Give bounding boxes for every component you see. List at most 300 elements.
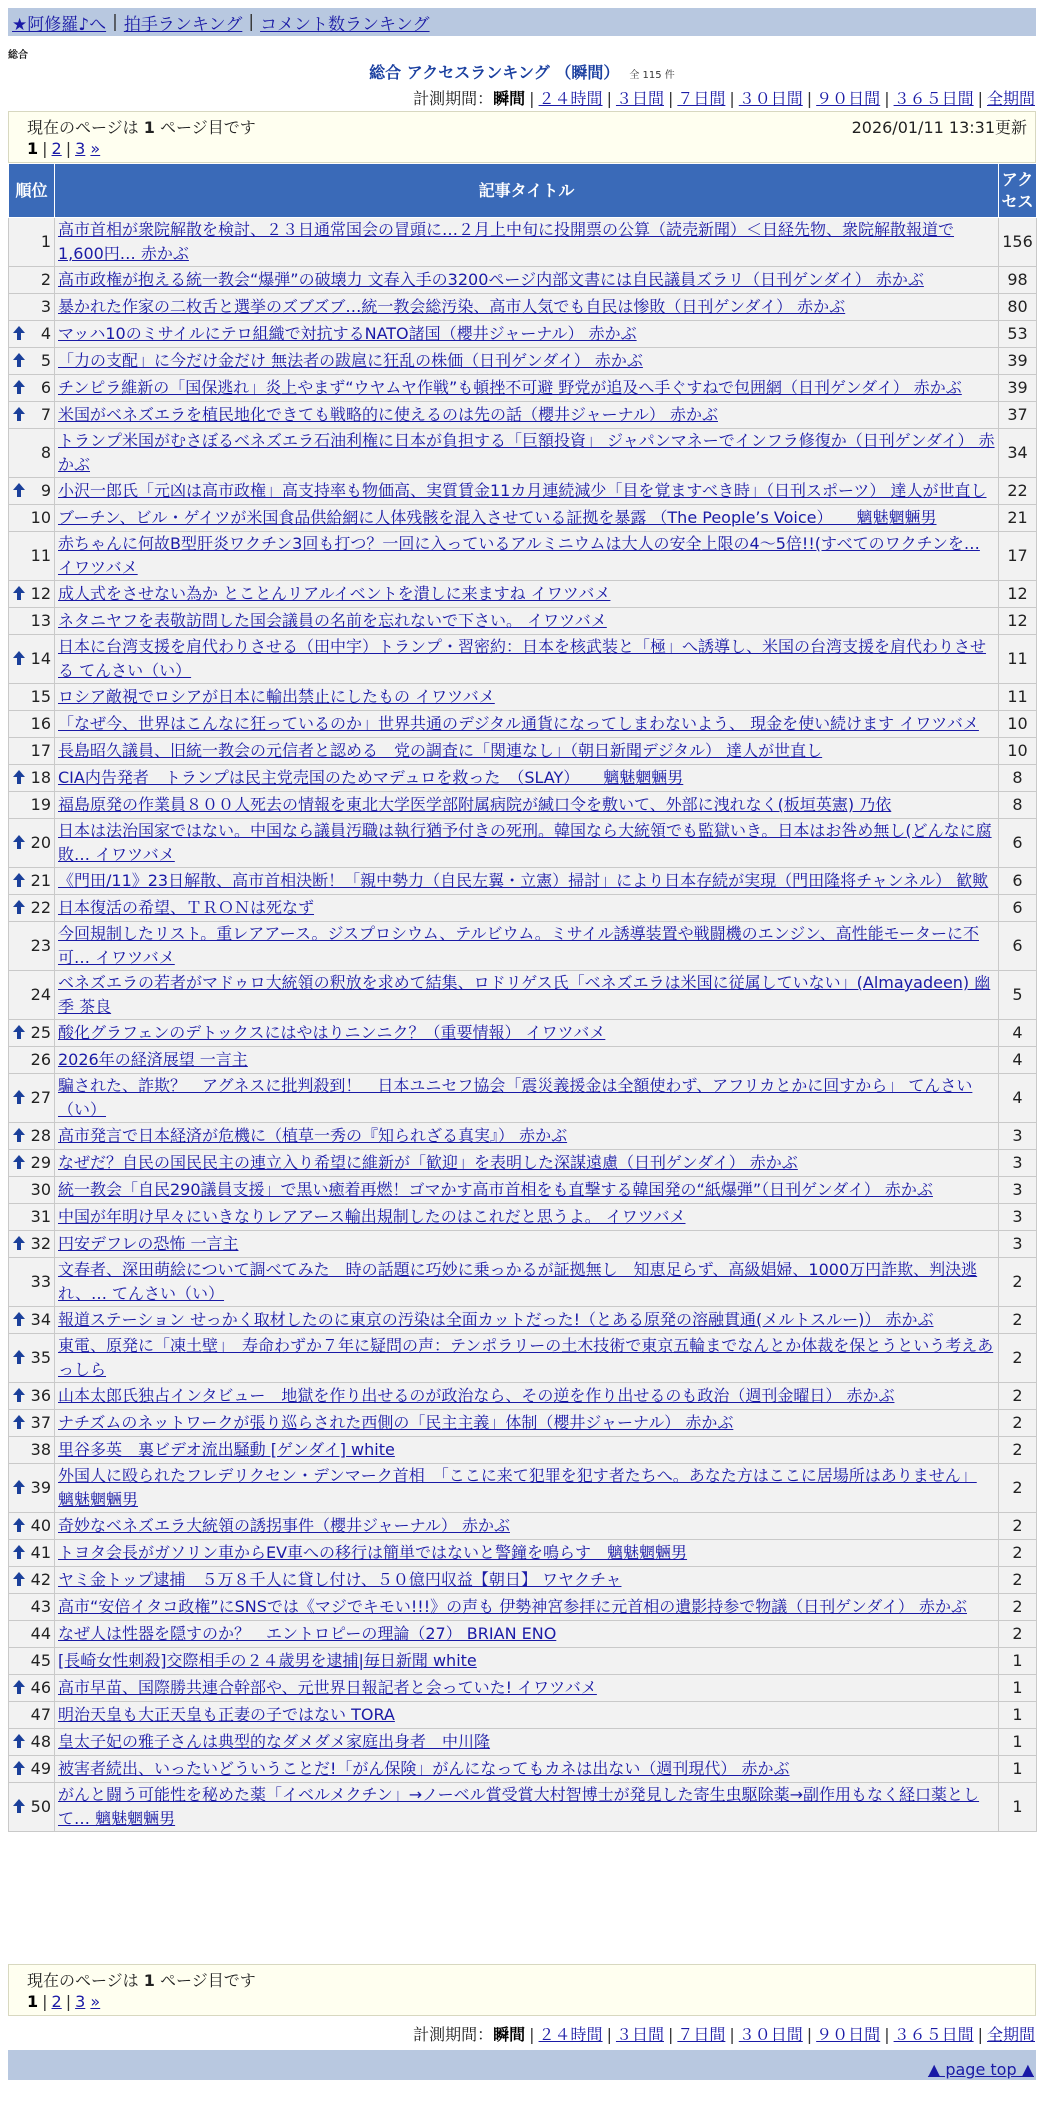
period-option[interactable]: ３日間 [615,2025,664,2044]
article-link[interactable]: ヤミ金トップ逮捕 ５万８千人に貸し付け、５０億円収益【朝日】 ワヤクチャ [58,1570,622,1589]
rank-number: 22 [30,898,51,917]
article-link[interactable]: 《門田/11》23日解散、高市首相決断！「親中勢力（自民左翼・立憲）掃討」により日本存続が実現（門田隆将チャンネル） 歓歟 [58,871,989,890]
table-row [9,1258,1037,1307]
rank-number: 44 [30,1624,51,1643]
rank-number: 33 [30,1272,51,1291]
access-count: 3 [999,1177,1037,1204]
table-row [9,1513,1037,1540]
access-count: 80 [999,294,1037,321]
article-link[interactable]: 中国が年明け早々にいきなりレアアース輸出規制したのはこれだと思うよ。 イワツバメ [58,1207,686,1226]
rank-cell [9,792,55,819]
access-count: 6 [999,922,1037,971]
title-cell [55,1729,999,1756]
clap-ranking-link[interactable]: 拍手ランキング [123,14,243,35]
access-count: 34 [999,429,1037,478]
rank-number: 10 [30,508,51,527]
rank-number: 42 [30,1570,51,1589]
title-cell [55,819,999,868]
period-option[interactable]: ９０日間 [816,89,881,108]
table-row [9,1150,1037,1177]
access-count: 10 [999,711,1037,738]
rank-cell [9,1729,55,1756]
rank-cell [9,1675,55,1702]
rank-up-arrow-icon [12,1414,26,1430]
access-count: 1 [999,1648,1037,1675]
rank-number: 43 [30,1597,51,1616]
home-link[interactable]: ★阿修羅♪へ [12,14,107,35]
rank-up-arrow-icon [12,406,26,422]
article-link[interactable]: 酸化グラフェンのデトックスにはやはりニンニク？（重要情報） イワツバメ [58,1023,606,1042]
table-row [9,1621,1037,1648]
article-link[interactable]: [長崎女性刺殺]交際相手の２４歳男を逮捕|毎日新聞 white [58,1651,477,1670]
rank-up-arrow-icon [12,899,26,915]
page-top-link[interactable]: ▲ page top ▲ [927,2060,1034,2079]
rank-cell [9,819,55,868]
rank-number: 18 [30,768,51,787]
rank-number: 1 [40,232,51,251]
access-count: 22 [999,478,1037,505]
article-link[interactable]: なぜだ？自民の国民民主の連立入り希望に維新が「歓迎」を表明した深謀遠慮（日刊ゲンダイ） 赤かぶ [58,1153,798,1172]
rank-cell [9,1756,55,1783]
access-count: 6 [999,868,1037,895]
title-cell [55,765,999,792]
rank-up-arrow-icon [12,585,26,601]
pager-page-link[interactable]: 2 [51,139,62,158]
rank-cell [9,1231,55,1258]
table-row [9,819,1037,868]
page-title-text: 総合 アクセスランキング （瞬間） [369,63,620,82]
article-link[interactable]: 高市政権が抱える統一教会“爆弾”の破壊力 文春入手の3200ページ内部文書には自民議員ズラリ（日刊ゲンダイ） 赤かぶ [58,270,924,289]
pager-separator: | [65,139,72,158]
rank-up-arrow-icon [12,1235,26,1251]
article-link[interactable]: なぜ人は性器を隠すのか？ エントロピーの理論（27） BRIAN ENO [58,1624,557,1643]
table-row [9,765,1037,792]
title-cell [55,1783,999,1832]
title-cell [55,1231,999,1258]
table-row [9,1410,1037,1437]
header-rank-label: 順位 [15,180,48,200]
rank-cell [9,1783,55,1832]
title-cell [55,218,999,267]
rank-cell [9,294,55,321]
rank-cell [9,1594,55,1621]
rank-number: 25 [30,1023,51,1042]
current-page-prefix: 現在のページは [27,1971,139,1990]
article-link[interactable]: 東電、原発に「凍土壁」 寿命わずか７年に疑問の声：テンポラリーの土木技術で東京五輪までなんとか体裁を保とうという考えあっしら [58,1336,994,1379]
period-option[interactable]: ２４時間 [538,2025,603,2044]
period-separator: | [806,2025,813,2044]
title-cell [55,1702,999,1729]
article-link[interactable]: ベネズエラの若者がマドゥロ大統領の釈放を求めて結集、ロドリゲス氏「ベネズエラは米国に従属していない」(Almayadeen) 幽季 茶良 [58,973,991,1016]
access-count: 2 [999,1464,1037,1513]
rank-number: 23 [30,936,51,955]
title-cell [55,1123,999,1150]
article-link[interactable]: 騙された、詐欺？ アグネスに批判殺到！ 日本ユニセフ協会「震災義援金は全額使わず、アフリカとかに回すから」 てんさい（い） [58,1076,973,1119]
rank-cell [9,868,55,895]
current-page-prefix: 現在のページは [27,118,139,137]
rank-number: 31 [30,1207,51,1226]
article-link[interactable]: チンピラ維新の「国保逃れ」炎上やまず“ウヤムヤ作戦”も頓挫不可避 野党が追及へ手ぐすねで包囲網（日刊ゲンダイ） 赤かぶ [58,378,962,397]
article-link[interactable]: 里谷多英 裏ビデオ流出騒動 [ゲンダイ] white [58,1440,395,1459]
rank-up-arrow-icon [12,872,26,888]
current-page-info-bottom [27,1968,256,1991]
article-link[interactable]: 日本に台湾支援を肩代わりさせる（田中宇）トランプ・習密約：日本を核武装と「極」へ誘導し、米国の台湾支援を肩代わりさせる てんさい（い） [58,637,987,680]
table-row [9,1047,1037,1074]
rank-number: 21 [30,871,51,890]
period-option[interactable]: ９０日間 [816,2025,881,2044]
rank-cell [9,608,55,635]
access-count: 3 [999,1204,1037,1231]
table-row [9,402,1037,429]
rank-cell [9,478,55,505]
access-count: 17 [999,532,1037,581]
title-cell [55,1074,999,1123]
rank-up-arrow-icon [12,1154,26,1170]
title-cell [55,294,999,321]
article-link[interactable]: 小沢一郎氏「元凶は高市政権」高支持率も物価高、実質賃金11カ月連続減少「目を覚ますべき時」（日刊スポーツ） 達人が世直し [58,481,987,500]
rank-cell [9,1621,55,1648]
section-label: 総合 [8,50,28,61]
access-count: 5 [999,971,1037,1020]
period-separator: | [729,2025,735,2044]
period-option[interactable]: ３０日間 [738,2025,803,2044]
article-link[interactable]: マッハ10のミサイルにテロ組織で対抗するNATO諸国（櫻井ジャーナル） 赤かぶ [58,324,637,343]
access-count: 11 [999,635,1037,684]
comment-ranking-link[interactable]: コメント数ランキング [260,14,430,35]
title-cell [55,402,999,429]
title-cell [55,1621,999,1648]
article-link[interactable]: ロシア敵視でロシアが日本に輸出禁止にしたもの イワツバメ [58,687,495,706]
current-page-info [27,115,256,138]
article-link[interactable]: ブーチン、ビル・ゲイツが米国食品供給網に人体残骸を混入させている証拠を暴露 （The People’s Voice） 魑魅魍魎男 [58,508,937,527]
title-cell [55,895,999,922]
title-cell [55,1675,999,1702]
rank-up-arrow-icon [12,1733,26,1749]
article-link[interactable]: トランプ米国がむさぼるベネズエラ石油利権に日本が負担する「巨額投資」 ジャパンマネーでインフラ修復か（日刊ゲンダイ） 赤かぶ [58,431,995,474]
article-link[interactable]: 外国人に殴られたフレデリクセン・デンマーク首相 「ここに来て犯罪を犯す者たちへ。あなた方はここに居場所はありません」 魑魅魍魎男 [58,1466,977,1509]
table-row [9,1567,1037,1594]
article-link[interactable]: がんと闘う可能性を秘めた薬「イベルメクチン」→ノーベル賞受賞大村智博士が発見した寄生虫駆除薬→副作用もなく経口薬として… 魑魅魍魎男 [58,1785,980,1828]
table-row [9,1756,1037,1783]
rank-number: 20 [30,833,51,852]
page-info-top [8,111,1036,163]
title-cell [55,684,999,711]
rank-number: 26 [30,1050,51,1069]
rank-up-arrow-icon [12,1798,26,1814]
table-row [9,1231,1037,1258]
rank-number: 29 [30,1153,51,1172]
access-count: 4 [999,1074,1037,1123]
access-count: 8 [999,765,1037,792]
period-separator: | [884,89,890,108]
rank-cell [9,711,55,738]
rank-number: 5 [40,351,51,370]
article-link[interactable]: 暴かれた作家の二枚舌と選挙のズブズブ…統一教会総汚染、高市人気でも自民は惨敗（日刊ゲンダイ） 赤かぶ [58,297,846,316]
nav-separator: | [112,12,118,32]
article-link[interactable]: CIA内告発者 トランプは民主党売国のためマデュロを救った （SLAY） 魑魅魍魎男 [58,768,684,787]
rank-number: 15 [30,687,51,706]
article-link[interactable]: 米国がベネズエラを植民地化できても戦略的に使えるのは先の話（櫻井ジャーナル） 赤かぶ [58,405,718,424]
period-separator: | [606,2025,612,2044]
access-count: 53 [999,321,1037,348]
header-title: 記事タイトル [55,164,999,218]
article-link[interactable]: 日本は法治国家ではない。中国なら議員汚職は執行猶予付きの死刑。韓国なら大統領でも監獄いき。日本はお咎め無し(どんなに腐敗… イワツバメ [58,821,992,864]
pager-separator: | [65,1992,72,2011]
rank-cell [9,1410,55,1437]
table-row [9,1464,1037,1513]
period-option[interactable]: ３日間 [615,89,664,108]
rank-number: 6 [40,378,51,397]
rank-cell [9,1204,55,1231]
rank-cell [9,581,55,608]
access-count: 21 [999,505,1037,532]
pager-page-link[interactable]: 3 [75,1992,86,2011]
rank-number: 45 [30,1651,51,1670]
access-count: 2 [999,1334,1037,1383]
article-link[interactable]: 福島原発の作業員８００人死去の情報を東北大学医学部附属病院が緘口令を敷いて、外部に洩れなく(板垣英憲) 乃依 [58,795,892,814]
rank-cell [9,1074,55,1123]
table-row [9,971,1037,1020]
access-count: 98 [999,267,1037,294]
article-link[interactable]: 文春者、深田萌絵について調べてみた 時の話題に巧妙に乗っかるが証拠無し 知恵足らず、高級娼婦、1000万円詐欺、判決逃れ、… てんさい（い） [58,1260,978,1303]
title-cell [55,478,999,505]
rank-up-arrow-icon [12,1127,26,1143]
top-nav-bar [8,8,1036,36]
title-cell [55,738,999,765]
rank-number: 39 [30,1478,51,1497]
title-cell [55,1334,999,1383]
article-link[interactable]: 報道ステーション せっかく取材したのに東京の汚染は全面カットだった!（とある原発の溶融貫通(メルトスルー)） 赤かぶ [58,1310,934,1329]
rank-number: 34 [30,1310,51,1329]
period-separator: | [729,89,735,108]
rank-number: 35 [30,1348,51,1367]
rank-up-arrow-icon [12,1544,26,1560]
current-page-suffix: ページ目です [160,1971,256,1990]
table-row [9,294,1037,321]
rank-number: 40 [30,1516,51,1535]
article-link[interactable]: 高市早苗、国際勝共連合幹部や、元世界日報記者と会っていた! イワツバメ [58,1678,597,1697]
current-page-suffix: ページ目です [160,118,256,137]
header-rank [9,164,55,218]
rank-cell [9,429,55,478]
period-selector-top [413,86,1035,109]
period-option[interactable]: ７日間 [677,2025,726,2044]
access-count: 3 [999,1123,1037,1150]
article-link[interactable]: 明治天皇も大正天皇も正妻の子ではない TORA [58,1705,395,1724]
article-link[interactable]: 日本復活の希望、ＴＲＯＮは死なず [58,898,315,917]
article-link[interactable]: 「なぜ今、世界はこんなに狂っているのか」世界共通のデジタル通貨になってしまわないよう、 現金を使い続けます イワツバメ [58,714,979,733]
rank-number: 24 [30,985,51,1004]
article-link[interactable]: 被害者続出、いったいどういうことだ!「がん保険」がんになってもカネは出ない（週刊現代） 赤かぶ [58,1759,790,1778]
period-separator: | [529,89,535,108]
rank-cell [9,635,55,684]
table-row [9,348,1037,375]
rank-cell [9,1177,55,1204]
table-row [9,1702,1037,1729]
table-row [9,581,1037,608]
table-row [9,532,1037,581]
period-separator: | [884,2025,890,2044]
title-cell [55,1648,999,1675]
period-option[interactable]: ２４時間 [538,89,603,108]
rank-up-arrow-icon [12,482,26,498]
rank-number: 7 [40,405,51,424]
article-link[interactable]: 赤ちゃんに何故B型肝炎ワクチン3回も打つ？一回に入っているアルミニウムは大人の安全上限の4～5倍!!(すべてのワクチンを… イワツバメ [58,534,980,577]
table-row [9,1123,1037,1150]
access-count: 1 [999,1783,1037,1832]
rank-number: 49 [30,1759,51,1778]
rank-cell [9,1123,55,1150]
title-cell [55,1177,999,1204]
period-option[interactable]: ７日間 [677,89,726,108]
rank-cell [9,971,55,1020]
article-link[interactable]: 奇妙なベネズエラ大統領の誘拐事件（櫻井ジャーナル） 赤かぶ [58,1516,510,1535]
access-count: 2 [999,1258,1037,1307]
rank-number: 27 [30,1088,51,1107]
table-row [9,738,1037,765]
access-count: 4 [999,1020,1037,1047]
updated-timestamp: 2026/01/11 13:31更新 [851,118,1027,137]
title-cell [55,1307,999,1334]
rank-number: 19 [30,795,51,814]
rank-cell [9,765,55,792]
rank-cell [9,218,55,267]
table-row [9,1177,1037,1204]
article-link[interactable]: 2026年の経済展望 一言主 [58,1050,248,1069]
article-link[interactable]: 高市発言で日本経済が危機に（植草一秀の『知られざる真実』） 赤かぶ [58,1126,568,1145]
pager-page-link[interactable]: 3 [75,139,86,158]
rank-number: 4 [40,324,51,343]
access-count: 1 [999,1756,1037,1783]
rank-number: 17 [30,741,51,760]
pager-current: 1 [27,139,39,158]
pager-next[interactable]: » [90,139,101,158]
access-count: 1 [999,1702,1037,1729]
table-header-row [9,164,1037,218]
rank-number: 37 [30,1413,51,1432]
rank-up-arrow-icon [12,1679,26,1695]
title-cell [55,1150,999,1177]
title-cell [55,1540,999,1567]
article-link[interactable]: 高市首相が衆院解散を検討、２３日通常国会の冒頭に…２月上中旬に投開票の公算（読売新聞）＜日経先物、衆院解散報道で1,600円… 赤かぶ [58,220,955,263]
period-separator: | [977,2025,983,2044]
pager-page-link[interactable]: 2 [51,1992,62,2011]
table-row [9,1594,1037,1621]
article-link[interactable]: 円安デフレの恐怖 一言主 [58,1234,239,1253]
article-link[interactable]: 「力の支配」に今だけ金だけ 無法者の跋扈に狂乱の株価（日刊ゲンダイ） 赤かぶ [58,351,643,370]
rank-cell [9,1702,55,1729]
period-option[interactable]: ３６５日間 [893,2025,974,2044]
rank-number: 38 [30,1440,51,1459]
rank-cell [9,1540,55,1567]
article-link[interactable]: トヨタ会長がガソリン車からEV車への移行は簡単ではないと警鐘を鳴らす 魑魅魍魎男 [58,1543,688,1562]
title-cell [55,1437,999,1464]
title-cell [55,581,999,608]
article-link[interactable]: 今回規制したリスト。重レアアース。ジスプロシウム、テルビウム。ミサイル誘導装置や戦闘機のエンジン、高性能モーターに不可… イワツバメ [58,924,979,967]
article-link[interactable]: 皇太子妃の雅子さんは典型的なダメダメ家庭出身者 中川隆 [58,1732,491,1751]
rank-up-arrow-icon [12,769,26,785]
title-cell [55,1410,999,1437]
table-row [9,1383,1037,1410]
rank-up-arrow-icon [12,1311,26,1327]
table-row [9,1204,1037,1231]
rank-up-arrow-icon [12,1387,26,1403]
rank-number: 41 [30,1543,51,1562]
rank-number: 32 [30,1234,51,1253]
access-count: 6 [999,819,1037,868]
nav-separator: | [248,12,255,32]
rank-number: 3 [40,297,51,316]
total-count: 全 115 件 [629,70,675,81]
table-row [9,1648,1037,1675]
article-link[interactable]: 長島昭久議員、旧統一教会の元信者と認める 党の調査に「関連なし」（朝日新聞デジタル） 達人が世直し [58,741,823,760]
title-cell [55,1047,999,1074]
title-cell [55,711,999,738]
title-cell [55,1020,999,1047]
rank-up-arrow-icon [12,1517,26,1533]
access-count: 2 [999,1567,1037,1594]
table-row [9,1729,1037,1756]
rank-number: 14 [30,649,51,668]
title-cell [55,868,999,895]
period-option[interactable]: 全期間 [986,2025,1035,2044]
rank-number: 16 [30,714,51,733]
article-link[interactable]: 統一教会「自民290議員支援」で黒い癒着再燃！ゴマかす高市首相をも直撃する韓国発の“紙爆弾”（日刊ゲンダイ） 赤かぶ [58,1180,933,1199]
title-cell [55,635,999,684]
page-title [0,60,1044,83]
title-cell [55,321,999,348]
pagination-bottom [27,1992,100,2011]
article-link[interactable]: 山本太郎氏独占インタビュー 地獄を作り出せるのが政治なら、その逆を作り出せるのも政治（週刊金曜日） 赤かぶ [58,1386,895,1405]
article-link[interactable]: 高市“安倍イタコ政権”にSNSでは《マジでキモい!!!》の声も 伊勢神宮参拝に元首相の遺影持参で物議（日刊ゲンダイ） 赤かぶ [58,1597,967,1616]
pager-next[interactable]: » [90,1992,101,2011]
rank-number: 28 [30,1126,51,1145]
period-option[interactable]: 全期間 [986,89,1035,108]
access-count: 39 [999,348,1037,375]
rank-cell [9,1437,55,1464]
rank-cell [9,1020,55,1047]
article-link[interactable]: ネタニヤフを表敬訪問した国会議員の名前を忘れないで下さい。 イワツバメ [58,611,607,630]
rank-cell [9,895,55,922]
article-link[interactable]: 成人式をさせない為か とことんリアルイベントを潰しに来ますね イワツバメ [58,584,611,603]
pager-separator: | [42,139,48,158]
access-count: 2 [999,1540,1037,1567]
title-cell [55,1756,999,1783]
article-link[interactable]: ナチズムのネットワークが張り巡らされた西側の「民主主義」体制（櫻井ジャーナル） 赤かぶ [58,1413,734,1432]
access-count: 3 [999,1150,1037,1177]
title-cell [55,532,999,581]
access-count: 10 [999,738,1037,765]
access-count: 1 [999,1675,1037,1702]
rank-number: 12 [30,584,51,603]
access-count: 37 [999,402,1037,429]
table-row [9,478,1037,505]
table-row [9,375,1037,402]
title-cell [55,1464,999,1513]
title-cell [55,608,999,635]
rank-number: 9 [40,481,51,500]
period-option[interactable]: ３０日間 [738,89,803,108]
access-count: 2 [999,1621,1037,1648]
table-row [9,684,1037,711]
access-count: 2 [999,1307,1037,1334]
pagination-top [27,139,100,158]
title-cell [55,1204,999,1231]
period-option[interactable]: ３６５日間 [893,89,974,108]
rank-up-arrow-icon [12,352,26,368]
table-row [9,321,1037,348]
rank-up-arrow-icon [12,1760,26,1776]
